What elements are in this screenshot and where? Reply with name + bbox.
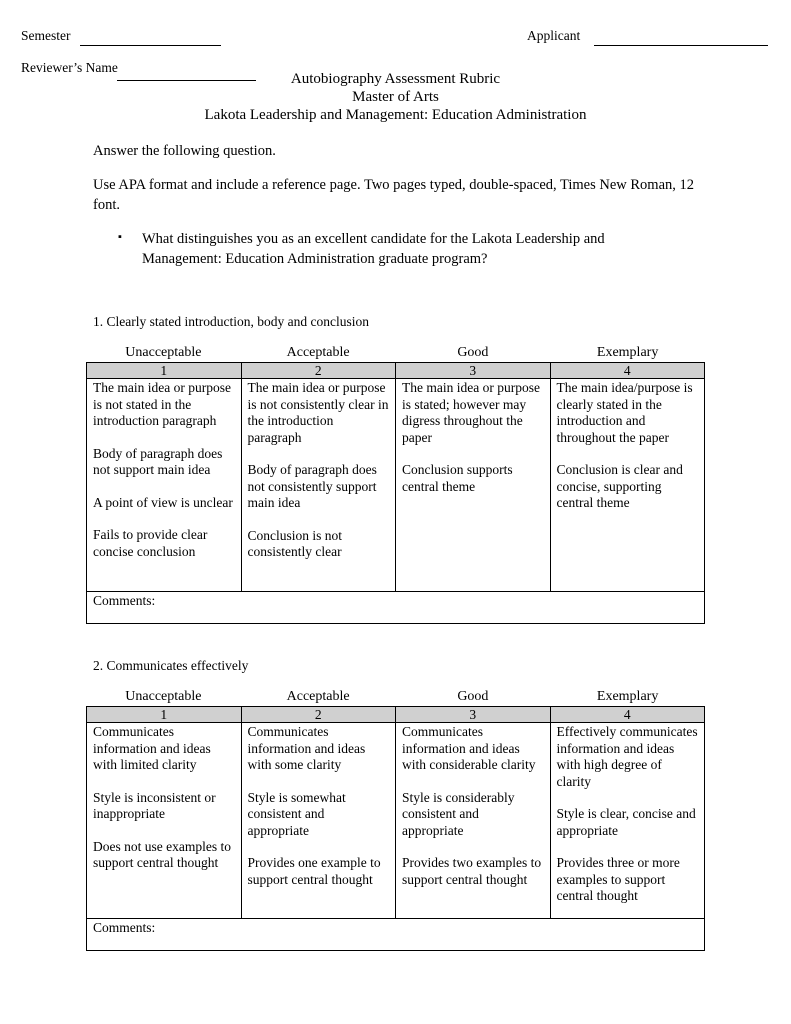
criterion-text: The main idea or purpose is stated; however may digress throughout the paper (402, 380, 540, 445)
criterion-text: Style is considerably consistent and appropriate (402, 789, 515, 838)
criteria-cell (396, 379, 551, 592)
criteria-cell (87, 723, 242, 919)
criterion-text: Communicates information and ideas with limited clarity (93, 724, 211, 772)
score-cell: 2 (241, 363, 396, 379)
score-cell: 3 (396, 363, 551, 379)
criterion-text: The main idea/purpose is clearly stated in the introduction and throughout the paper (556, 380, 693, 445)
criteria-cell (550, 379, 705, 592)
criterion-text: Body of paragraph does not consistently support main idea (247, 462, 377, 510)
criterion-text: Fails to provide clear concise conclusion (93, 527, 208, 559)
answer-instruction: Answer the following question. (93, 143, 276, 159)
semester-field[interactable] (80, 45, 221, 46)
criteria-cell (241, 379, 396, 592)
comments-label: Comments: (93, 593, 156, 608)
level-labels (86, 689, 705, 705)
criteria-cell (241, 723, 396, 919)
essay-question: What distinguishes you as an excellent candidate for the Lakota Leadership and Management: Education Administration graduate program? (142, 231, 605, 267)
criterion-text: Provides three or more examples to support central thought (556, 855, 680, 903)
criterion-text: Body of paragraph does not support main idea (93, 445, 223, 477)
criterion-text: Style is clear, concise and appropriate (556, 806, 696, 838)
level-acceptable: Acceptable (286, 345, 350, 360)
level-exemplary: Exemplary (596, 689, 659, 704)
comments-field[interactable] (87, 592, 705, 624)
criterion-text: Effectively communicates information and ideas with high degree of clarity (556, 724, 698, 789)
score-cell: 4 (550, 363, 705, 379)
criterion-text: Style is somewhat consistent and appropriate (247, 789, 346, 838)
applicant-field[interactable] (594, 45, 768, 46)
criterion-text: Provides two examples to support central thought (402, 855, 542, 887)
comments-field[interactable] (87, 919, 705, 951)
criteria-cell (550, 723, 705, 919)
level-exemplary: Exemplary (596, 345, 659, 360)
criterion-text: Does not use examples to support central thought (93, 838, 231, 870)
rubric-table (86, 362, 705, 624)
level-good: Good (457, 345, 489, 360)
level-good: Good (457, 689, 489, 704)
criteria-cell (396, 723, 551, 919)
score-cell: 2 (241, 707, 396, 723)
rubric-title: Autobiography Assessment Rubric (290, 71, 501, 87)
semester-label: Semester (21, 28, 71, 43)
program-title: Lakota Leadership and Management: Education Administration (204, 107, 587, 123)
criterion-text: Conclusion is not consistently clear (247, 527, 343, 559)
level-unacceptable: Unacceptable (125, 345, 202, 360)
applicant-label: Applicant (527, 28, 581, 43)
criterion-text: A point of view is unclear (93, 494, 233, 510)
criterion-text: Communicates information and ideas with some clarity (247, 724, 366, 772)
section-heading: 1. Clearly stated introduction, body and conclusion (93, 314, 369, 329)
degree-title: Master of Arts (352, 89, 439, 105)
score-cell: 1 (87, 363, 242, 379)
criterion-text: Provides one example to support central thought (247, 855, 381, 887)
bullet-icon: ▪ (118, 231, 122, 243)
criterion-text: Conclusion is clear and concise, supporting central theme (556, 462, 683, 510)
score-cell: 3 (396, 707, 551, 723)
reviewer-label: Reviewer’s Name (21, 60, 118, 75)
level-acceptable: Acceptable (286, 689, 350, 704)
rubric-table (86, 706, 705, 951)
criterion-text: Conclusion supports central theme (402, 462, 513, 494)
section-heading: 2. Communicates effectively (93, 658, 249, 673)
comments-label: Comments: (93, 920, 156, 935)
format-instruction: Use APA format and include a reference page. Two pages typed, double-spaced, Times New Roman, 12 font. (93, 177, 694, 213)
criterion-text: Style is inconsistent or inappropriate (93, 789, 216, 821)
score-cell: 1 (87, 707, 242, 723)
level-unacceptable: Unacceptable (125, 689, 202, 704)
level-labels (86, 345, 705, 361)
score-cell: 4 (550, 707, 705, 723)
criterion-text: Communicates information and ideas with considerable clarity (402, 724, 536, 772)
criterion-text: The main idea or purpose is not stated in the introduction paragraph (93, 380, 231, 428)
criteria-cell (87, 379, 242, 592)
criterion-text: The main idea or purpose is not consistently clear in the introduction paragraph (247, 380, 389, 445)
